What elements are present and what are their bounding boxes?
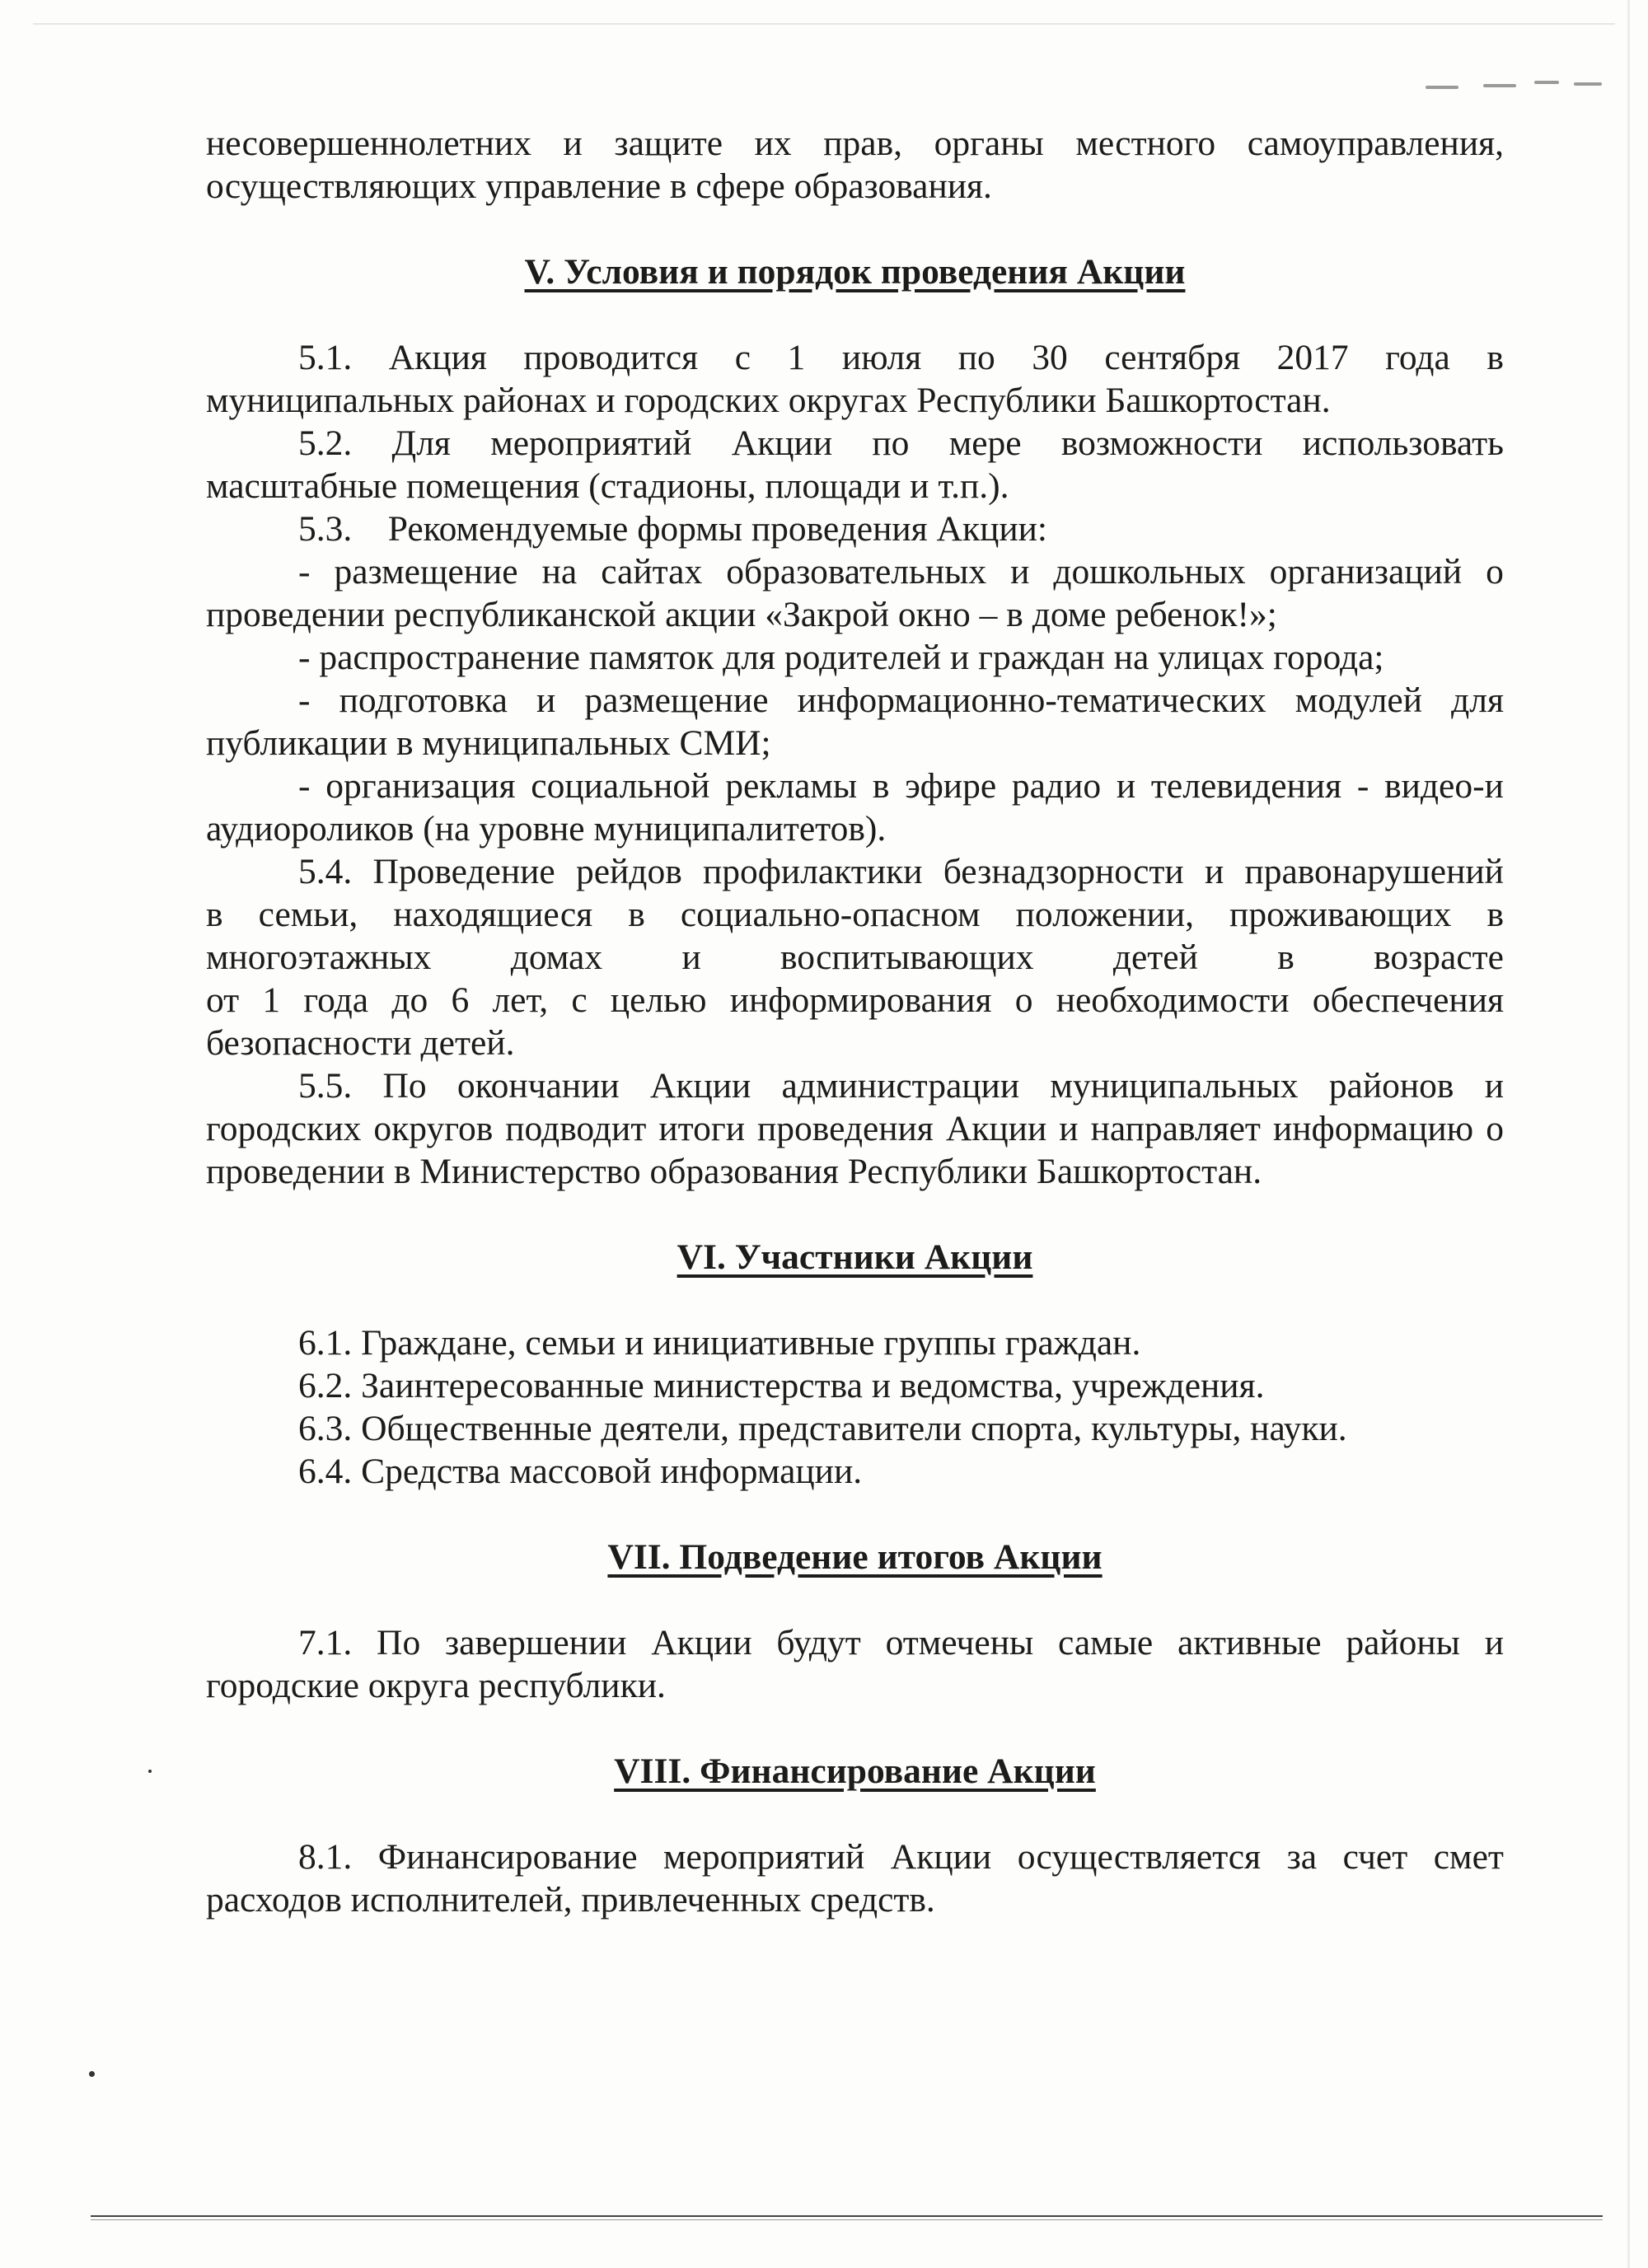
scan-edge [1627, 0, 1630, 2268]
word: по [957, 338, 995, 377]
word: социальной [531, 766, 710, 806]
word: о [1014, 980, 1033, 1020]
word: рейдов [575, 852, 682, 891]
paragraph-line [206, 122, 1504, 165]
scan-mark [1426, 86, 1458, 89]
word: информирования [729, 980, 992, 1020]
word: районы [1346, 1623, 1460, 1662]
word: о [1486, 552, 1504, 592]
word: - [298, 552, 311, 592]
word: с [734, 338, 751, 377]
paragraph-line: безопасности детей. [206, 1023, 515, 1063]
word: и [536, 680, 556, 720]
word: организация [325, 766, 516, 806]
paragraph-line [206, 1835, 1504, 1878]
word: 1 [787, 338, 806, 377]
word: Финансирование [377, 1837, 638, 1877]
word: правонарушений [1244, 852, 1504, 891]
word: лет, [492, 980, 549, 1020]
word: 30 [1032, 338, 1068, 377]
word: - [298, 766, 311, 806]
word: размещение [584, 680, 769, 720]
word: итоги [658, 1109, 745, 1148]
word: образовательных [726, 552, 987, 592]
word: и [681, 938, 701, 977]
word: в [1277, 938, 1295, 977]
scan-edge [33, 23, 1615, 25]
word: самоуправления, [1247, 124, 1504, 163]
word: в [1486, 338, 1504, 377]
word: детей [1112, 938, 1198, 977]
word: семьи, [258, 895, 358, 934]
paragraph-line: 5.3. Рекомендуемые формы проведения Акции: [298, 509, 1047, 549]
word: По [377, 1623, 421, 1662]
word: и [1059, 1109, 1079, 1148]
word: телевидения [1150, 766, 1342, 806]
word: эфире [905, 766, 997, 806]
word: - [1356, 766, 1369, 806]
word: целью [610, 980, 707, 1020]
word: положении, [1015, 895, 1194, 934]
word: городских [206, 1109, 362, 1148]
word: использовать [1302, 423, 1504, 463]
section-heading-vi: VI. Участники Акции [677, 1237, 1033, 1277]
word: 5.1. [298, 338, 353, 377]
word: проводится [523, 338, 699, 377]
word: и [1204, 852, 1224, 891]
word: 5.5. [298, 1066, 353, 1106]
word: по [872, 423, 910, 463]
word: Акции [731, 423, 833, 463]
paragraph-line: муниципальных районах и городских округах Республики Башкортостан. [206, 381, 1331, 420]
word: 8.1. [298, 1837, 353, 1877]
word: и [1010, 552, 1030, 592]
paragraph-line [206, 422, 1504, 465]
word: 5.4. [298, 852, 353, 891]
word: 5.2. [298, 423, 353, 463]
word: в [872, 766, 890, 806]
word: будут [776, 1623, 861, 1662]
scan-speck [89, 2071, 95, 2077]
paragraph-line [206, 1621, 1504, 1664]
word: защите [614, 124, 723, 163]
word: Проведение [372, 852, 555, 891]
word: мере [948, 423, 1022, 463]
word: безнадзорности [943, 852, 1184, 891]
footer-rule [91, 2219, 1603, 2220]
word: воспитывающих [780, 938, 1034, 977]
word: несовершеннолетних [206, 124, 531, 163]
word: обеспечения [1312, 980, 1504, 1020]
word: отмечены [885, 1623, 1034, 1662]
word: июля [841, 338, 922, 377]
list-item-line [206, 765, 1504, 807]
word: и [1484, 1066, 1504, 1106]
word: до [391, 980, 428, 1020]
word: социально-опасном [680, 895, 981, 934]
word: проживающих [1229, 895, 1452, 934]
paragraph-line: осуществляющих управление в сфере образования. [206, 166, 992, 206]
section-heading-viii: VIII. Финансирование Акции [614, 1751, 1096, 1791]
word: и [1484, 1623, 1504, 1662]
paragraph-line [206, 1064, 1504, 1107]
word: находящиеся [393, 895, 593, 934]
word: модулей [1295, 680, 1423, 720]
word: видео-и [1384, 766, 1504, 806]
scan-mark [1574, 82, 1602, 86]
word: подводит [505, 1109, 647, 1148]
scan-mark [1483, 84, 1516, 87]
word: в [206, 895, 223, 934]
word: дошкольных [1053, 552, 1246, 592]
word: размещение [334, 552, 518, 592]
word: необходимости [1056, 980, 1290, 1020]
word: смет [1433, 1837, 1504, 1877]
paragraph-line [206, 893, 1504, 936]
list-item: 6.4. Средства массовой информации. [298, 1452, 863, 1491]
word: года [303, 980, 369, 1020]
paragraph-line [206, 336, 1504, 379]
word: с [571, 980, 588, 1020]
word: направляет [1090, 1109, 1261, 1148]
word: 7.1. [298, 1623, 353, 1662]
paragraph-line: городские округа республики. [206, 1666, 666, 1705]
word: окончании [456, 1066, 620, 1106]
word: 6 [451, 980, 470, 1020]
list-item: 6.1. Граждане, семьи и инициативные группы граждан. [298, 1323, 1141, 1363]
word: местного [1075, 124, 1216, 163]
paragraph-line [206, 1107, 1504, 1150]
word: за [1286, 1837, 1318, 1877]
word: Акция [388, 338, 487, 377]
word: счет [1342, 1837, 1408, 1877]
word: - [298, 680, 311, 720]
list-item-line: аудиороликов (на уровне муниципалитетов). [206, 809, 887, 849]
word: администрации [781, 1066, 1020, 1106]
scan-mark [1534, 81, 1559, 84]
document-body [206, 122, 1504, 1921]
list-item-line [206, 679, 1504, 722]
word: подготовка [339, 680, 508, 720]
word: муниципальных [1050, 1066, 1299, 1106]
paragraph-line: проведении в Министерство образования Республики Башкортостан. [206, 1152, 1262, 1191]
word: 2017 [1276, 338, 1349, 377]
section-heading-vii: VII. Подведение итогов Акции [607, 1537, 1103, 1577]
word: рекламы [725, 766, 858, 806]
footer-rule [91, 2215, 1603, 2217]
word: мероприятий [490, 423, 692, 463]
section-heading-v: V. Условия и порядок проведения Акции [524, 252, 1186, 292]
list-item-line: публикации в муниципальных СМИ; [206, 723, 771, 763]
word: Акции [649, 1066, 751, 1106]
word: профилактики [702, 852, 923, 891]
word: Акции [651, 1623, 752, 1662]
word: самые [1058, 1623, 1154, 1662]
word: многоэтажных [206, 938, 432, 977]
word: органы [934, 124, 1044, 163]
word: завершении [444, 1623, 627, 1662]
word: мероприятий [663, 1837, 865, 1877]
list-item: 6.3. Общественные деятели, представители спорта, культуры, науки. [298, 1409, 1347, 1448]
word: информацию [1272, 1109, 1474, 1148]
word: осуществляется [1017, 1837, 1262, 1877]
paragraph-line [206, 936, 1504, 979]
word: в [628, 895, 645, 934]
paragraph-line: расходов исполнителей, привлеченных средств. [206, 1880, 935, 1920]
paragraph-line [206, 979, 1504, 1022]
word: радио [1011, 766, 1102, 806]
word: активные [1177, 1623, 1322, 1662]
word: для [1451, 680, 1504, 720]
paragraph-line: масштабные помещения (стадионы, площади и т.п.). [206, 466, 1009, 506]
word: районов [1328, 1066, 1454, 1106]
word: Акции [890, 1837, 992, 1877]
word: на [541, 552, 578, 592]
scan-speck [148, 1770, 152, 1773]
word: Для [391, 423, 451, 463]
word: возможности [1060, 423, 1263, 463]
list-item-line: проведении республиканской акции «Закрой окно – в доме ребенок!»; [206, 595, 1277, 634]
word: прав, [823, 124, 902, 163]
word: информационно-тематических [797, 680, 1266, 720]
list-item-line: - распространение памяток для родителей и граждан на улицах города; [298, 638, 1384, 677]
word: возрасте [1374, 938, 1504, 977]
word: организаций [1269, 552, 1463, 592]
list-item: 6.2. Заинтересованные министерства и ведомства, учреждения. [298, 1366, 1265, 1405]
word: По [382, 1066, 427, 1106]
word: их [754, 124, 792, 163]
word: 1 [262, 980, 281, 1020]
word: в [1486, 895, 1504, 934]
word: домах [510, 938, 603, 977]
word: округов [373, 1109, 494, 1148]
word: проведения [757, 1109, 934, 1148]
word: сентября [1104, 338, 1241, 377]
word: и [1116, 766, 1136, 806]
paragraph-line [206, 850, 1504, 893]
word: и [563, 124, 583, 163]
word: от [206, 980, 240, 1020]
word: сайтах [601, 552, 703, 592]
word: Акции [945, 1109, 1047, 1148]
word: года [1385, 338, 1450, 377]
word: о [1486, 1109, 1504, 1148]
list-item-line [206, 550, 1504, 593]
